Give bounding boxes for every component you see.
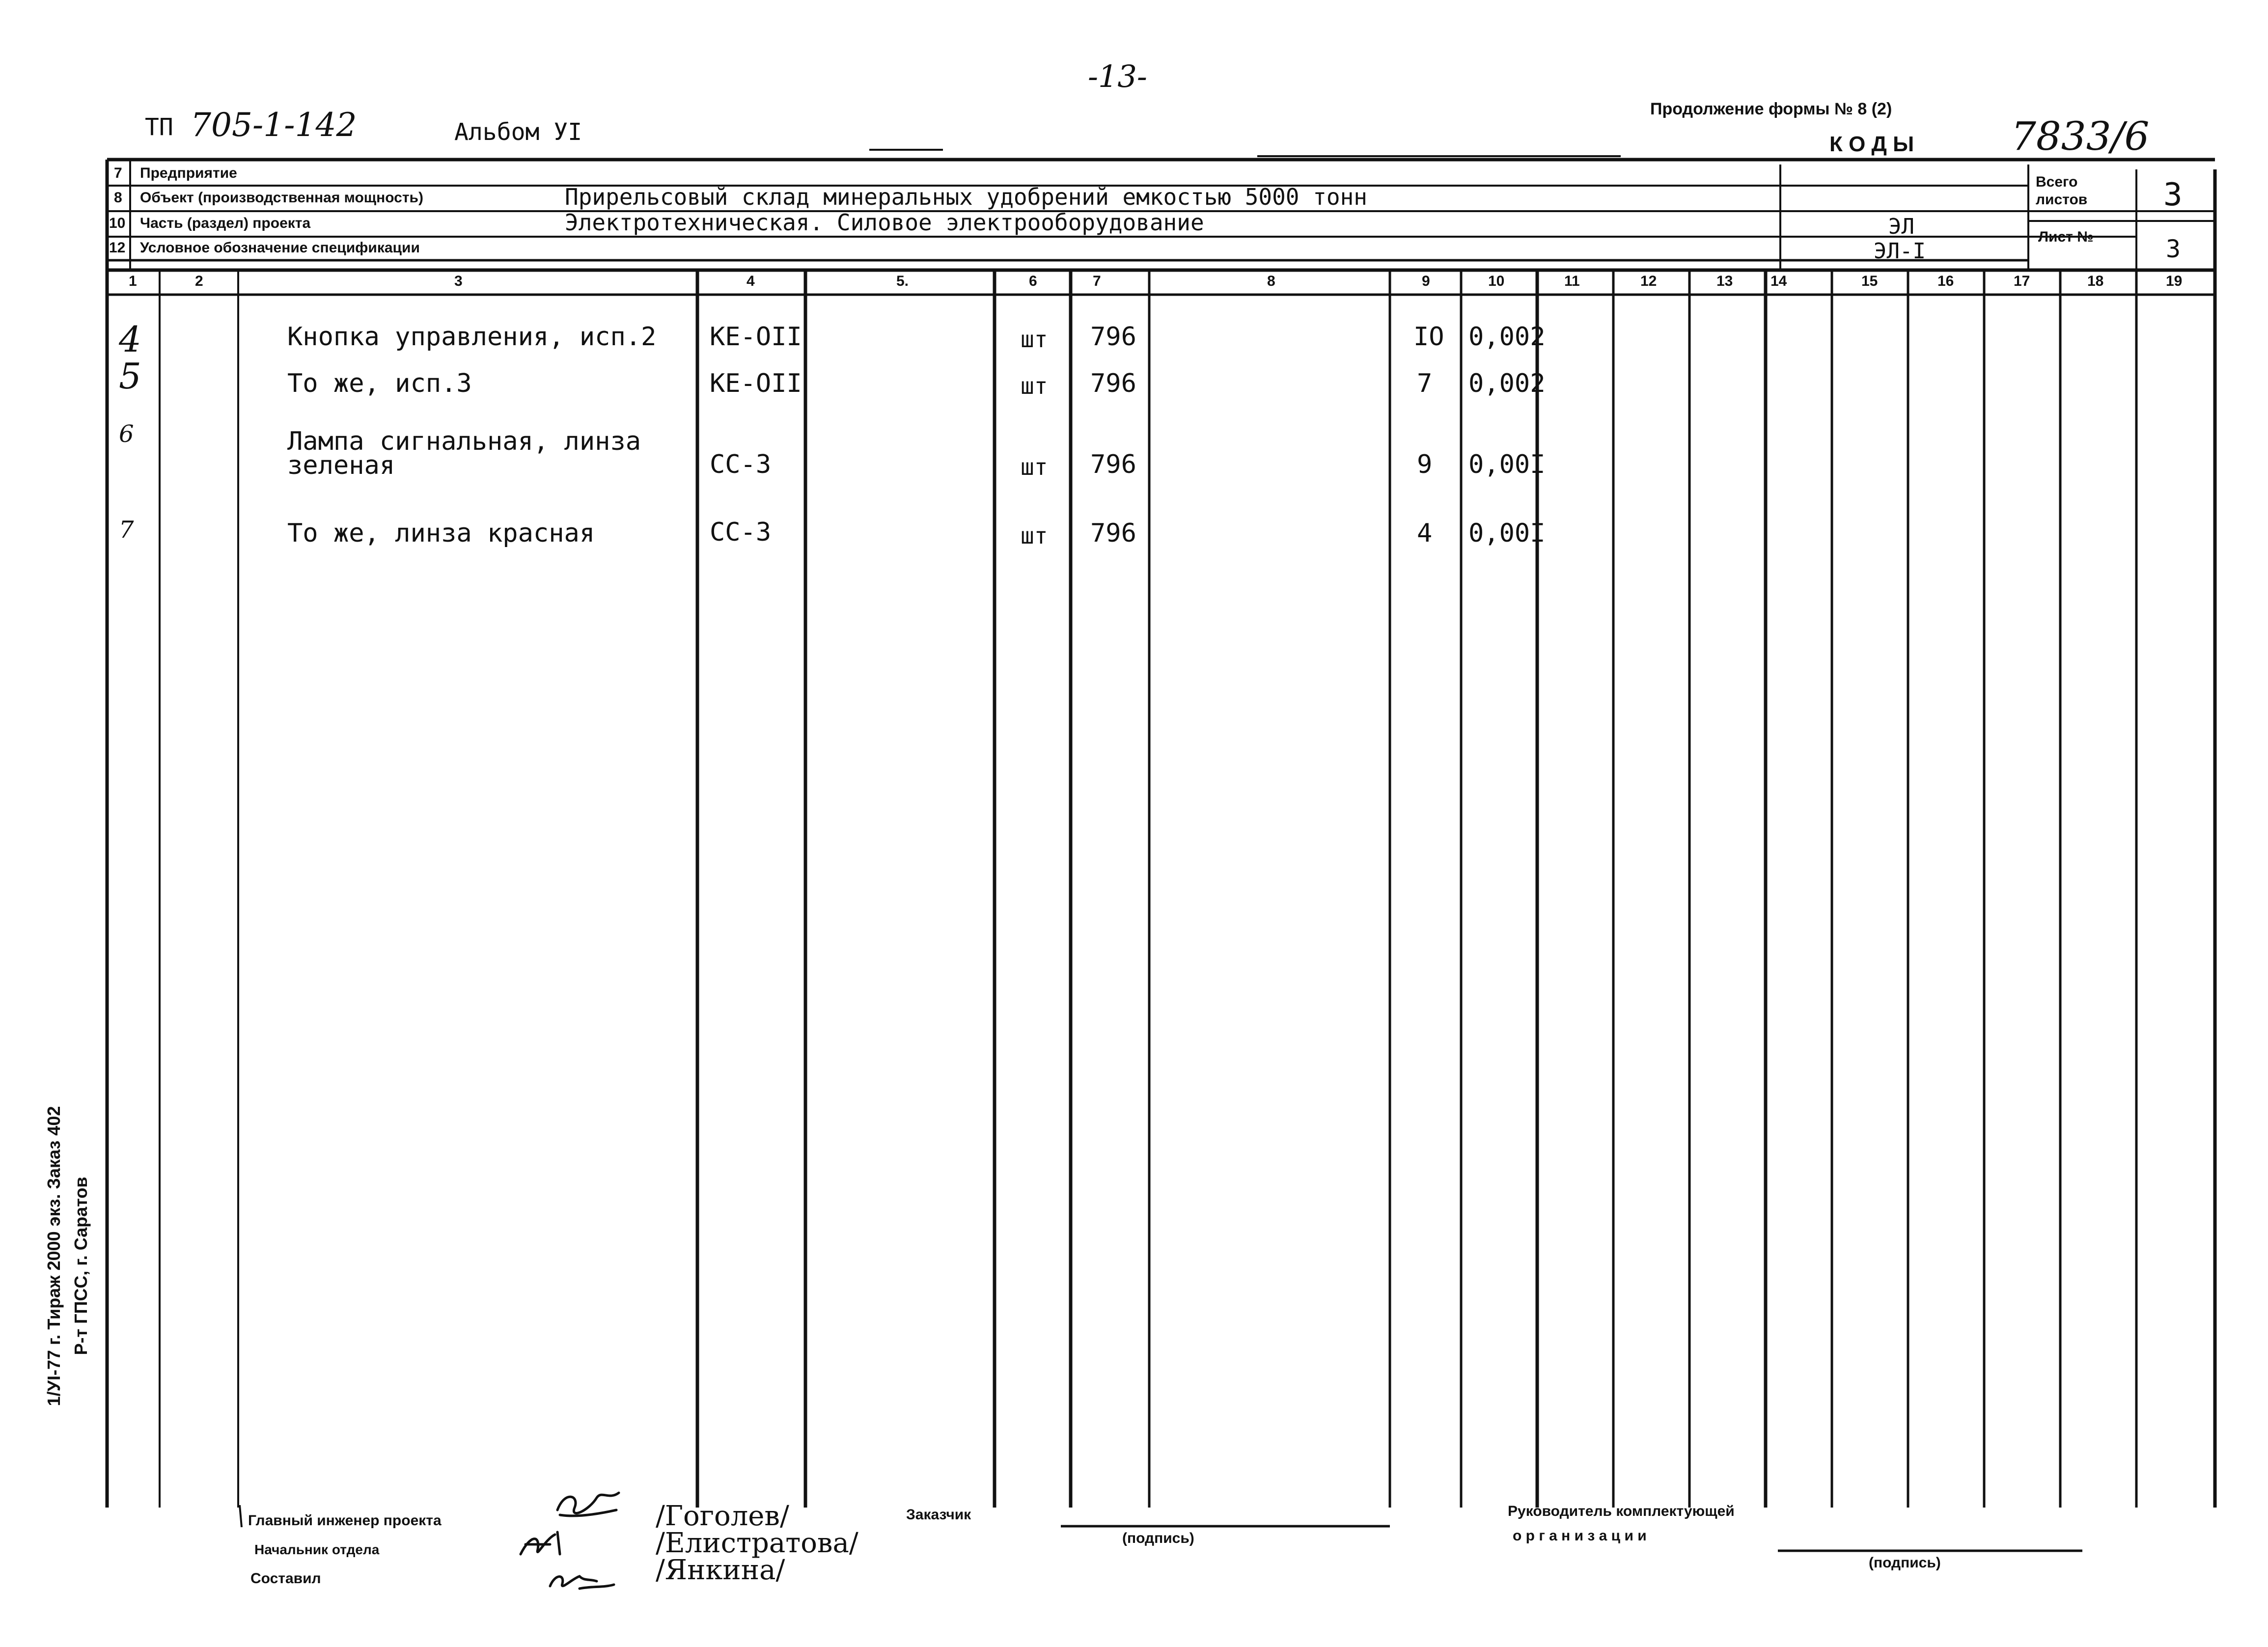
row-qty: 7 <box>1417 369 1433 398</box>
sheet-no-label: Лист № <box>2038 229 2094 245</box>
sheet-no-value: 3 <box>2166 235 2181 263</box>
row-name-continued: зеленая <box>287 451 395 480</box>
name-gogolev: /Гоголев/ <box>656 1500 789 1532</box>
column-header: 4 <box>747 273 755 289</box>
role-department-head: Начальник отдела <box>254 1542 380 1557</box>
row-code: 796 <box>1090 369 1136 398</box>
row-position: 6 <box>119 420 134 448</box>
row-code: 796 <box>1090 450 1136 479</box>
row-qty: IO <box>1413 322 1444 352</box>
column-header: 10 <box>1488 273 1505 289</box>
row-mass: 0,00I <box>1468 450 1546 479</box>
row-type: КЕ-ОII <box>710 322 802 352</box>
column-header: 15 <box>1861 273 1878 289</box>
row-position: 5 <box>119 356 141 397</box>
form-continuation: Продолжение формы № 8 (2) <box>1650 100 1892 118</box>
column-header: 13 <box>1716 273 1733 289</box>
row-unit: шт <box>1021 522 1048 549</box>
customer-signature-caption: (подпись) <box>1122 1530 1194 1546</box>
row-mass: 0,002 <box>1468 322 1546 352</box>
header-row-num: 12 <box>109 240 126 256</box>
supplier-signature-caption: (подпись) <box>1869 1555 1941 1571</box>
total-sheets-label: Всего листов <box>2036 174 2088 208</box>
header-row-label: Предприятие <box>140 165 237 181</box>
total-sheets-value: 3 <box>2163 177 2183 213</box>
row-qty: 4 <box>1417 519 1433 548</box>
column-header: 1 <box>129 273 137 289</box>
customer-label: Заказчик <box>906 1507 971 1523</box>
column-header: 3 <box>454 273 463 289</box>
row-unit: шт <box>1021 454 1048 480</box>
column-header: 18 <box>2087 273 2104 289</box>
column-header: 6 <box>1029 273 1037 289</box>
row-code: 796 <box>1090 322 1136 352</box>
role-compiled-by: Составил <box>250 1570 321 1587</box>
row-unit: шт <box>1021 326 1048 353</box>
name-elistratova: /Елистратова/ <box>656 1527 858 1559</box>
column-header: 16 <box>1937 273 1954 289</box>
row-name: То же, исп.3 <box>287 369 472 398</box>
column-header: 17 <box>2014 273 2030 289</box>
name-yankina: /Янкина/ <box>656 1554 785 1586</box>
code-spec: ЭЛ-I <box>1874 239 1926 264</box>
object-value: Прирельсовый склад минеральных удобрений емкостью 5000 тонн <box>565 184 1367 210</box>
row-name: То же, линза красная <box>287 519 595 548</box>
row-position: 7 <box>119 516 134 544</box>
album-label: Альбом УI <box>454 118 582 146</box>
row-name: Лампа сигнальная, линза <box>287 427 641 456</box>
page-number: -13- <box>1088 58 1147 94</box>
column-header: 14 <box>1770 273 1787 289</box>
column-header: 5. <box>896 273 909 289</box>
row-qty: 9 <box>1417 450 1433 479</box>
codes-label: К О Д Ы <box>1829 132 1914 156</box>
row-type: КЕ-ОII <box>710 369 802 398</box>
code-part: ЭЛ <box>1888 214 1914 239</box>
row-name: Кнопка управления, исп.2 <box>287 322 657 352</box>
column-header: 19 <box>2166 273 2183 289</box>
header-row-num: 8 <box>114 190 122 206</box>
column-header: 8 <box>1267 273 1275 289</box>
header-row-label: Часть (раздел) проекта <box>140 215 311 231</box>
row-type: СС-3 <box>710 518 772 547</box>
tp-code: 705-1-142 <box>191 106 357 144</box>
column-header: 7 <box>1093 273 1101 289</box>
column-header: 12 <box>1640 273 1657 289</box>
supplier-org-label: о р г а н и з а ц и и <box>1513 1528 1647 1544</box>
tp-label: ТП <box>145 113 173 141</box>
header-row-label: Объект (производственная мощность) <box>140 190 423 206</box>
header-row-label: Условное обозначение спецификации <box>140 240 420 256</box>
row-unit: шт <box>1021 373 1048 399</box>
column-header: 2 <box>195 273 203 289</box>
header-row-num: 7 <box>114 165 122 181</box>
row-mass: 0,00I <box>1468 519 1546 548</box>
print-info-line1: 1/УI-77 г. Тираж 2000 экз. Заказ 402 <box>44 1106 64 1406</box>
column-header: 11 <box>1564 273 1580 289</box>
row-type: СС-3 <box>710 450 772 479</box>
row-code: 796 <box>1090 519 1136 548</box>
archive-code: 7833/6 <box>2011 113 2150 159</box>
print-info-line2: Р-т ГПСС, г. Саратов <box>71 1177 91 1355</box>
column-header: 9 <box>1422 273 1430 289</box>
row-position: 4 <box>119 319 141 360</box>
header-row-num: 10 <box>109 215 126 231</box>
signatures-image <box>511 1481 638 1598</box>
role-chief-engineer: Главный инженер проекта <box>248 1512 442 1529</box>
row-mass: 0,002 <box>1468 369 1546 398</box>
supplier-head-label: Руководитель комплектующей <box>1508 1503 1735 1519</box>
project-part-value: Электротехническая. Силовое электрооборудование <box>565 209 1204 236</box>
